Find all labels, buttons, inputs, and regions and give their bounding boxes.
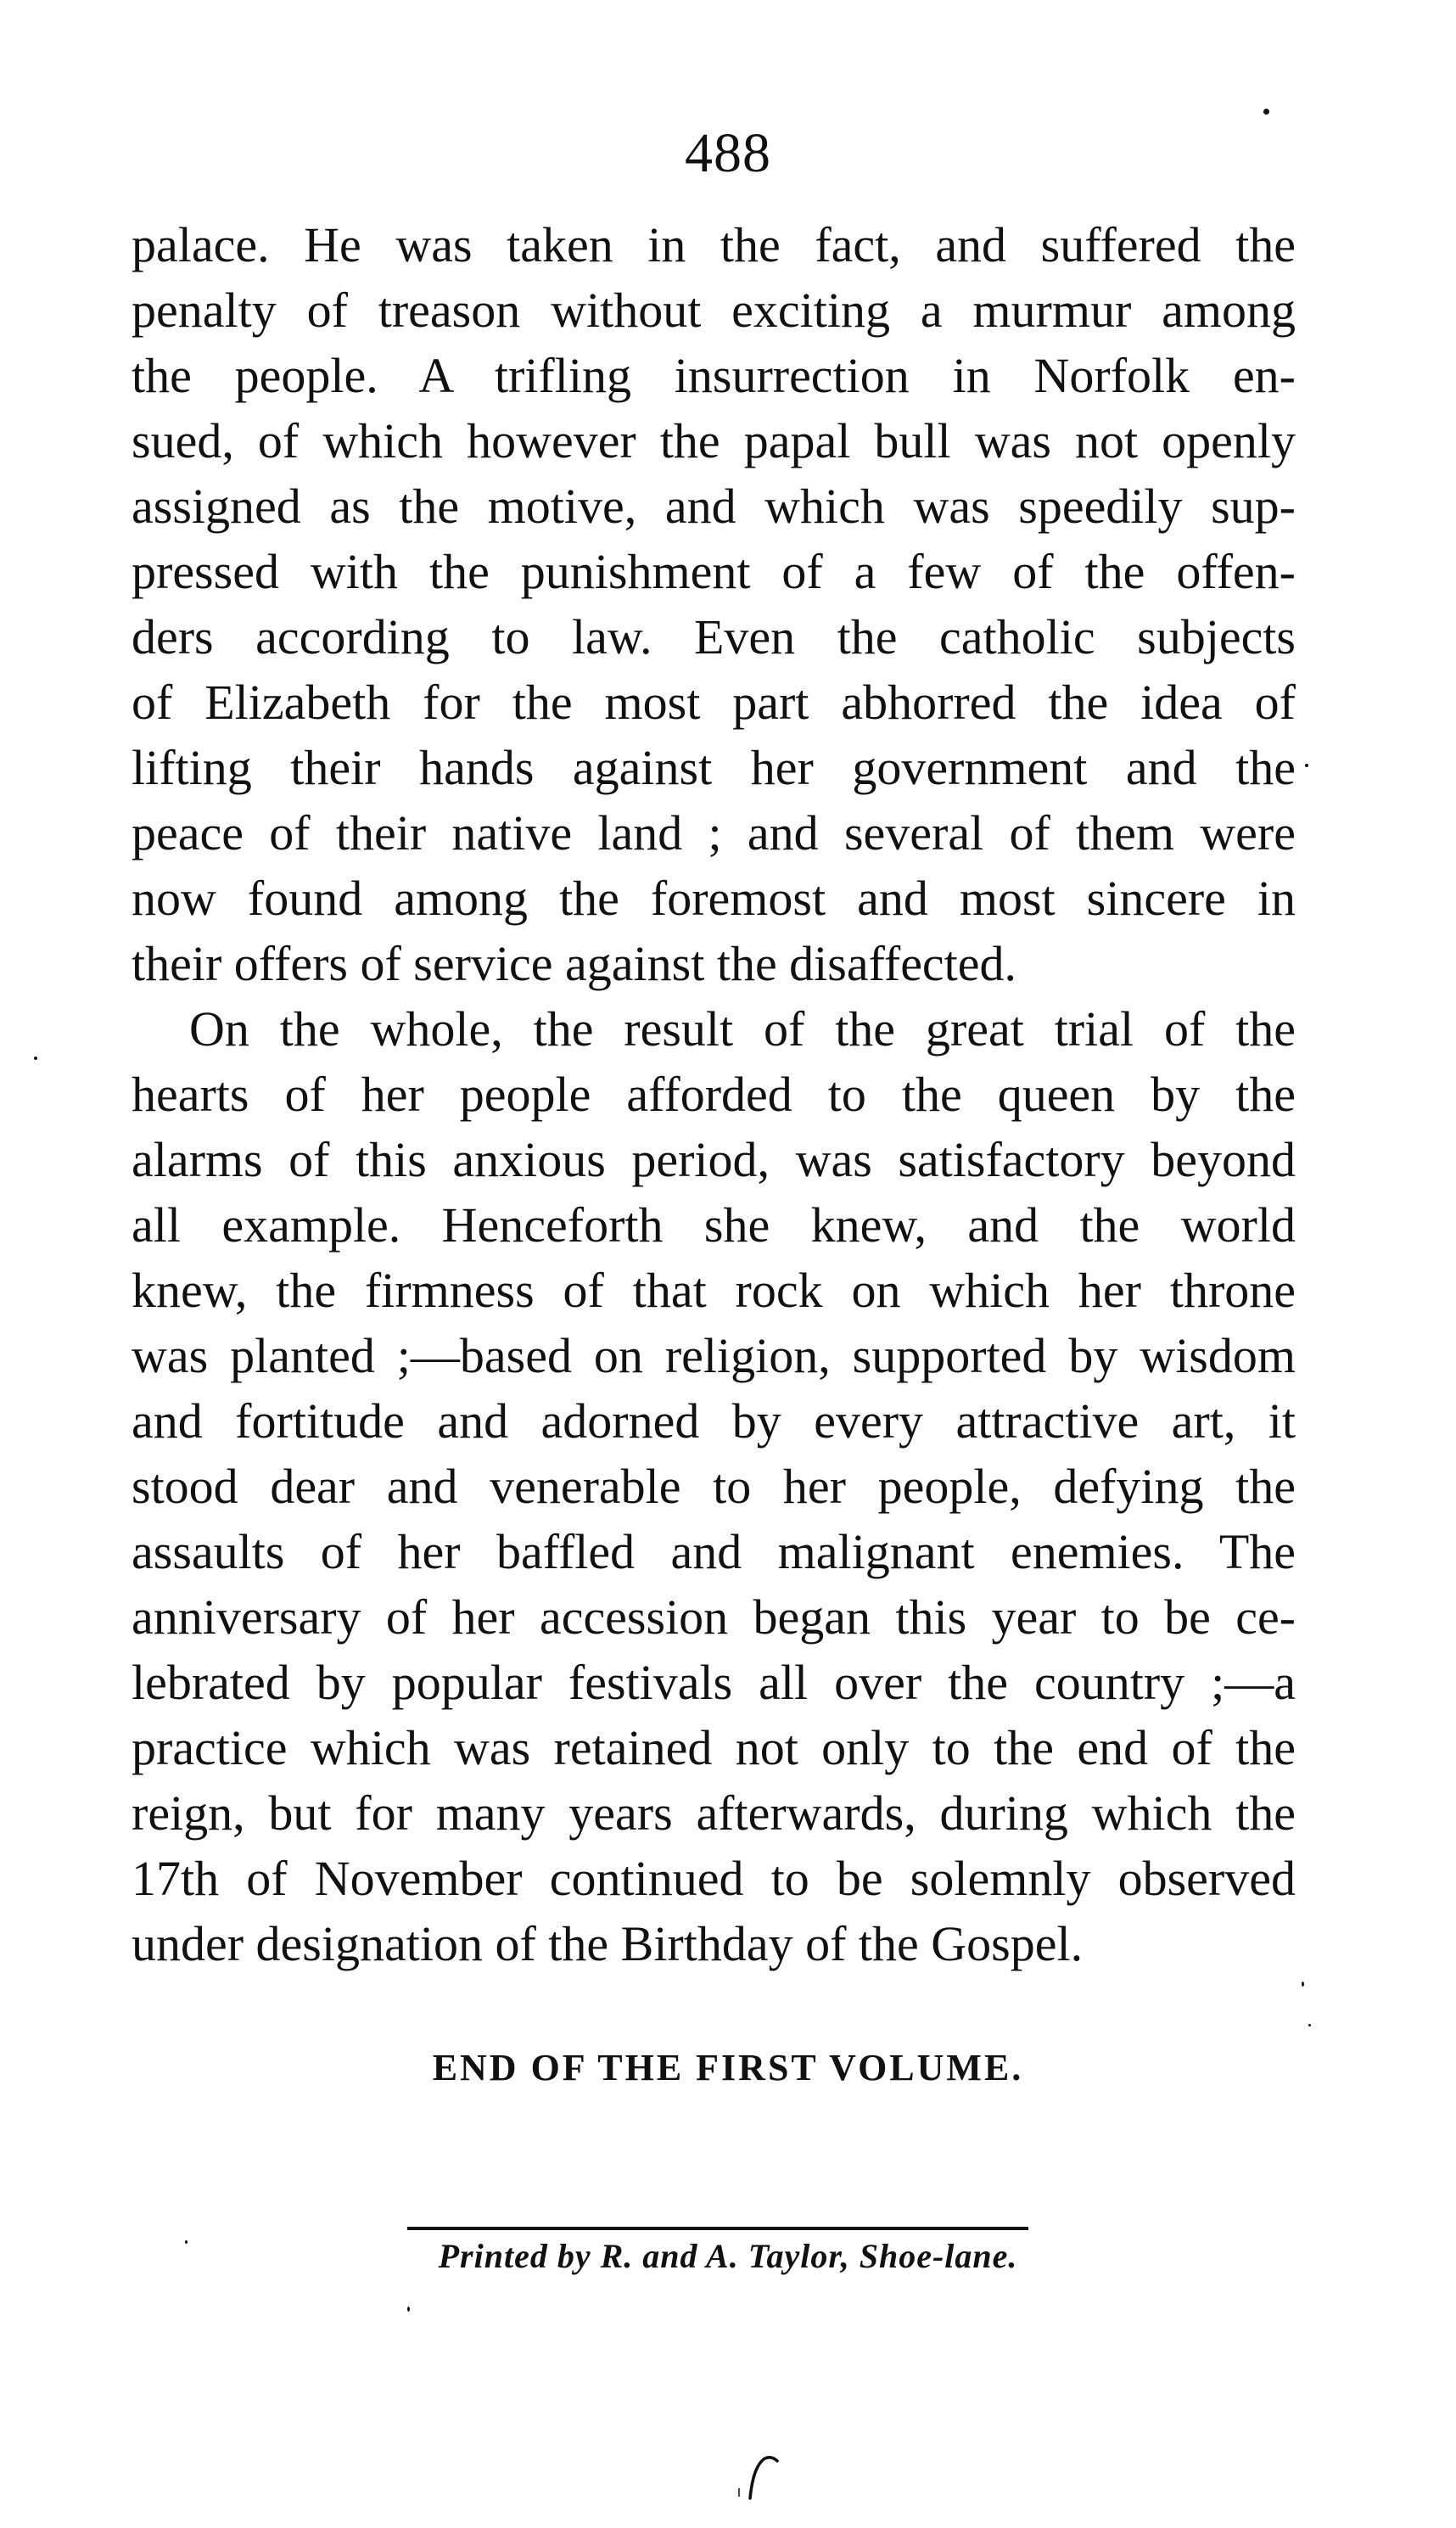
text-line: all example. Henceforth she knew, and the world [132,1197,1296,1253]
text-line: sued, of which however the papal bull was not openly [132,413,1296,468]
scan-speck [407,2307,410,2312]
printer-imprint: Printed by R. and A. Taylor, Shoe-lane. [438,2237,1018,2275]
scan-speck [1305,764,1308,767]
text-line: practice which was retained not only to the end of the [132,1720,1296,1775]
text-line: and fortitude and adorned by every attractive art, it [132,1393,1296,1449]
text-line: pressed with the punishment of a few of the offen- [132,544,1296,599]
text-line: alarms of this anxious period, was satisfactory beyond [132,1132,1296,1187]
scan-speck [1302,1981,1304,1987]
signature-mark-icon [736,2447,781,2502]
text-line: was planted ;—based on religion, supported by wisdom [132,1328,1296,1383]
text-line: under designation of the Birthday of the Gospel. [132,1916,1084,1971]
text-line: their offers of service against the disaffected. [132,936,1017,991]
text-line: On the whole, the result of the great trial of the [189,1001,1296,1057]
scan-speck [1263,109,1269,115]
text-line: ders according to law. Even the catholic subjects [132,609,1296,664]
text-line: anniversary of her accession began this year to be ce- [132,1589,1296,1645]
paragraph-1 [132,212,1296,996]
paragraph-2 [132,996,1296,1976]
horizontal-rule [407,2227,1028,2230]
text-line: assaults of her baffled and malignant enemies. The [132,1524,1296,1579]
text-line: 17th of November continued to be solemnly observed [132,1851,1296,1906]
text-line: of Elizabeth for the most part abhorred the idea of [132,675,1296,730]
text-line: lebrated by popular festivals all over the country ;—a [132,1655,1296,1710]
end-of-volume-notice: END OF THE FIRST VOLUME. [432,2047,1024,2088]
scan-speck [34,1057,37,1060]
text-line: the people. A trifling insurrection in Norfolk en- [132,348,1296,403]
text-line: knew, the firmness of that rock on which her throne [132,1263,1296,1318]
body-text [132,212,1296,1976]
text-line: peace of their native land ; and several of them were [132,805,1296,860]
text-line: hearts of her people afforded to the queen by the [132,1067,1296,1122]
scan-speck [1308,2024,1311,2026]
page-number: 488 [685,122,771,184]
text-line: penalty of treason without exciting a murmur among [132,283,1296,338]
scan-speck [185,2240,188,2244]
text-line: stood dear and venerable to her people, defying the [132,1459,1296,1514]
text-line: reign, but for many years afterwards, during which the [132,1785,1296,1841]
text-line: now found among the foremost and most sincere in [132,871,1296,926]
text-line: assigned as the motive, and which was speedily sup- [132,479,1296,534]
text-line: palace. He was taken in the fact, and suffered the [132,217,1296,272]
text-line: lifting their hands against her government and the [132,740,1296,795]
